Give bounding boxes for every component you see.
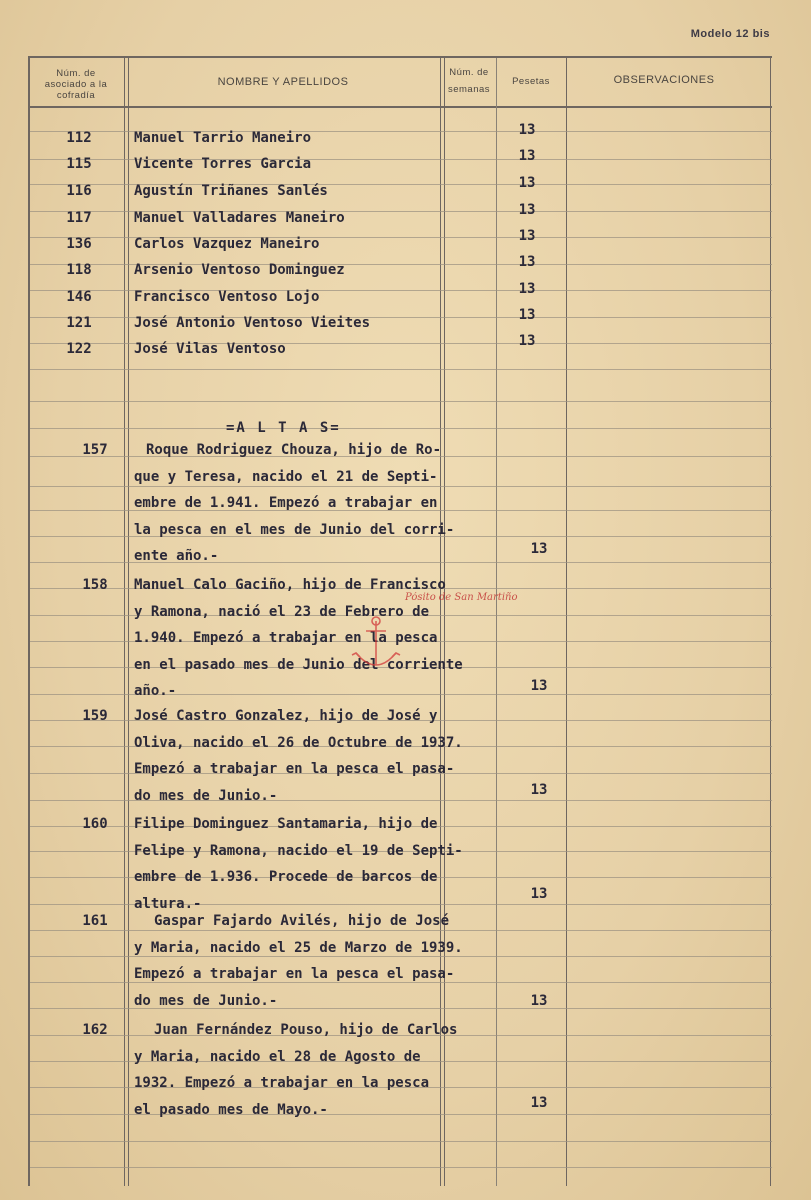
member-name: Agustín Triñanes Sanlés (134, 183, 328, 199)
header-num-semanas (442, 67, 496, 95)
row-rule (30, 930, 772, 931)
alta-text-line: embre de 1.941. Empezó a trabajar en (134, 495, 438, 511)
column-rule (440, 58, 441, 1186)
alta-text-line: José Castro Gonzalez, hijo de José y (134, 708, 438, 724)
member-name: José Antonio Ventoso Vieites (134, 315, 371, 331)
alta-number: 162 (82, 1022, 108, 1038)
header-nombre: NOMBRE Y APELLIDOS (217, 76, 349, 88)
member-number: 115 (66, 156, 92, 172)
member-name: Arsenio Ventoso Dominguez (134, 262, 345, 278)
form-code: Modelo 12 bis (690, 28, 770, 40)
alta-pesetas: 13 (530, 541, 548, 557)
alta-text-line: en el pasado mes de Junio del corriente (134, 656, 463, 673)
column-rule (496, 58, 497, 1186)
column-rule (128, 58, 129, 1186)
alta-text-line: que y Teresa, nacido el 21 de Septi- (134, 468, 438, 485)
alta-number: 158 (82, 577, 108, 593)
alta-text-line: 1.940. Empezó a trabajar en la pesca (134, 630, 438, 646)
alta-text-line: y Maria, nacido el 28 de Agosto de (134, 1048, 421, 1065)
member-number: 136 (66, 236, 92, 252)
cofradia-stamp (342, 613, 410, 681)
alta-text-line: Filipe Dominguez Santamaria, hijo de (134, 816, 438, 832)
member-number: 118 (66, 262, 92, 278)
alta-text-line: y Maria, nacido el 25 de Marzo de 1939. (134, 939, 463, 956)
member-pesetas: 13 (518, 122, 536, 138)
header-num-asociado-line: Núm. de (56, 68, 96, 79)
member-name: Francisco Ventoso Lojo (134, 289, 320, 305)
alta-text-line: y Ramona, nació el 23 de Febrero de (134, 603, 430, 620)
header-num-semanas-line: Núm. de (449, 67, 489, 78)
alta-pesetas: 13 (530, 782, 548, 798)
alta-text-line: Empezó a trabajar en la pesca el pasa- (134, 761, 455, 777)
member-pesetas: 13 (518, 175, 536, 191)
member-pesetas: 13 (518, 202, 536, 218)
alta-pesetas: 13 (530, 886, 548, 902)
alta-number: 159 (82, 708, 108, 724)
row-rule (30, 1167, 772, 1168)
header-num-asociado (30, 68, 122, 101)
column-rule (124, 58, 125, 1186)
alta-pesetas: 13 (530, 678, 548, 694)
member-number: 112 (66, 130, 92, 146)
header-num-asociado-line: cofradía (56, 90, 96, 101)
alta-text-line: Roque Rodriguez Chouza, hijo de Ro- (146, 442, 442, 458)
altas-title: =A L T A S= (226, 420, 341, 436)
alta-number: 157 (82, 442, 108, 458)
member-pesetas: 13 (518, 281, 536, 297)
header-num-asociado-line: asociado a la (44, 79, 108, 90)
header-rule (30, 106, 772, 108)
header-pesetas: Pesetas (512, 76, 550, 87)
alta-text-line: Oliva, nacido el 26 de Octubre de 1937. (134, 734, 463, 751)
member-pesetas: 13 (518, 148, 536, 164)
alta-text-line: Felipe y Ramona, nacido el 19 de Septi- (134, 842, 463, 859)
row-rule (30, 486, 772, 487)
alta-text-line: 1932. Empezó a trabajar en la pesca (134, 1075, 430, 1091)
alta-text-line: Gaspar Fajardo Avilés, hijo de José (154, 913, 450, 929)
alta-text-line: embre de 1.936. Procede de barcos de (134, 869, 438, 885)
member-number: 117 (66, 210, 92, 226)
alta-number: 161 (82, 913, 108, 929)
member-number: 121 (66, 315, 92, 331)
alta-text-line: ente año.- (134, 548, 219, 564)
stamp-text: Pósito de San Martiño (405, 592, 518, 603)
row-rule (30, 369, 772, 370)
alta-text-line: Empezó a trabajar en la pesca el pasa- (134, 966, 455, 982)
member-pesetas: 13 (518, 228, 536, 244)
alta-text-line: la pesca en el mes de Junio del corri- (134, 521, 455, 538)
alta-text-line: Juan Fernández Pouso, hijo de Carlos (154, 1022, 458, 1038)
member-number: 116 (66, 183, 92, 199)
member-name: José Vilas Ventoso (134, 341, 286, 357)
alta-text-line: altura.- (134, 895, 202, 912)
ledger-sheet (28, 56, 772, 1186)
member-pesetas: 13 (518, 333, 536, 349)
alta-text-line: año.- (134, 683, 177, 699)
alta-pesetas: 13 (530, 1095, 548, 1111)
alta-text-line: el pasado mes de Mayo.- (134, 1101, 328, 1118)
member-name: Carlos Vazquez Maneiro (134, 236, 320, 252)
row-rule (30, 428, 772, 429)
alta-pesetas: 13 (530, 993, 548, 1009)
row-rule (30, 956, 772, 957)
alta-text-line: Manuel Calo Gaciño, hijo de Francisco (134, 577, 446, 593)
member-pesetas: 13 (518, 254, 536, 270)
alta-text-line: do mes de Junio.- (134, 992, 278, 1009)
column-rule (770, 58, 771, 1186)
alta-number: 160 (82, 816, 108, 832)
member-number: 146 (66, 289, 92, 305)
row-rule (30, 401, 772, 402)
row-rule (30, 982, 772, 983)
alta-text-line: do mes de Junio.- (134, 787, 278, 804)
column-rule (444, 58, 445, 1186)
row-rule (30, 1141, 772, 1142)
member-name: Manuel Tarrio Maneiro (134, 130, 312, 146)
member-number: 122 (66, 341, 92, 357)
header-num-semanas-line: semanas (447, 84, 491, 95)
header-observaciones: OBSERVACIONES (613, 74, 715, 86)
member-name: Vicente Torres Garcia (134, 156, 312, 172)
member-pesetas: 13 (518, 307, 536, 323)
column-rule (566, 58, 567, 1186)
member-name: Manuel Valladares Maneiro (134, 210, 345, 226)
